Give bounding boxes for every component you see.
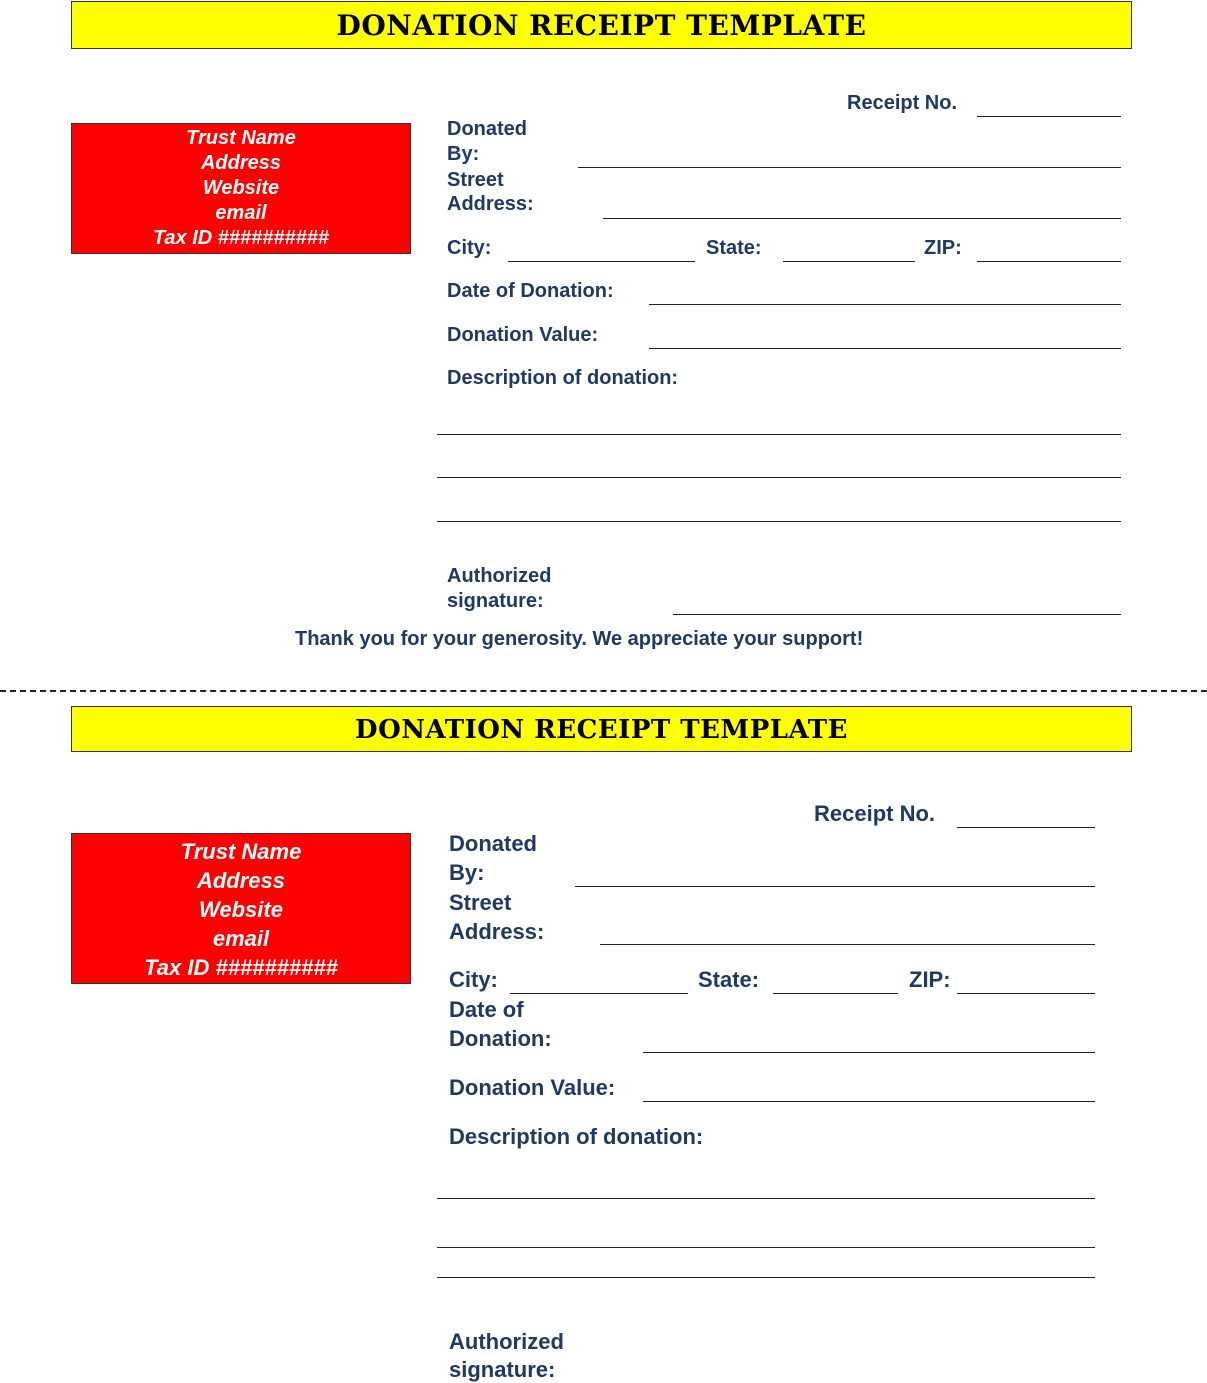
trust-email: email <box>212 926 270 951</box>
donated-label: Donated <box>447 118 527 140</box>
donation-value-label: Donation Value: <box>449 1075 616 1100</box>
cut-line-divider <box>0 690 1207 692</box>
trust-name: Trust Name <box>180 839 302 864</box>
donation-value-field[interactable] <box>643 1101 1095 1102</box>
city-field[interactable] <box>508 261 695 262</box>
state-label: State: <box>698 967 760 992</box>
donation-value-label: Donation Value: <box>447 324 599 346</box>
city-label: City: <box>447 237 492 259</box>
city-field[interactable] <box>510 993 688 994</box>
by-label: By: <box>449 860 485 885</box>
authorized-label: Authorized <box>447 565 552 587</box>
donation-value-field[interactable] <box>649 348 1121 349</box>
donated-by-field[interactable] <box>578 167 1121 168</box>
receipt-no-field[interactable] <box>977 116 1121 117</box>
description-line[interactable] <box>437 1247 1095 1248</box>
date-of-donation-label: Date of Donation: <box>447 280 614 302</box>
trust-email: email <box>215 202 267 224</box>
trust-website: Website <box>199 897 283 922</box>
date-of-donation-field[interactable] <box>649 304 1121 305</box>
description-line[interactable] <box>437 434 1121 435</box>
state-label: State: <box>706 237 762 259</box>
description-line[interactable] <box>437 521 1121 522</box>
by-label: By: <box>447 143 480 165</box>
receipt-no-field[interactable] <box>957 827 1095 828</box>
description-line[interactable] <box>437 1198 1095 1199</box>
description-label: Description of donation: <box>449 1124 704 1149</box>
city-label: City: <box>449 967 498 992</box>
state-field[interactable] <box>773 993 898 994</box>
zip-field[interactable] <box>957 993 1095 994</box>
zip-field[interactable] <box>977 261 1121 262</box>
address-label: Address: <box>447 193 534 215</box>
trust-website: Website <box>202 177 280 199</box>
address-label: Address: <box>449 919 545 944</box>
signature-field[interactable] <box>673 614 1121 615</box>
date-of-label: Date of <box>449 997 524 1022</box>
trust-name: Trust Name <box>186 127 296 149</box>
street-label: Street <box>447 169 504 191</box>
signature-label: signature: <box>447 590 544 612</box>
description-label: Description of donation: <box>447 367 679 389</box>
donation-label: Donation: <box>449 1026 552 1051</box>
street-address-field[interactable] <box>600 944 1095 945</box>
receipt-title: DONATION RECEIPT TEMPLATE <box>71 706 1132 752</box>
signature-label: signature: <box>449 1357 556 1382</box>
trust-tax-id: Tax ID ########## <box>144 955 338 980</box>
receipt-title: DONATION RECEIPT TEMPLATE <box>71 1 1132 49</box>
thank-you-message: Thank you for your generosity. We appreciate your support! <box>295 628 864 650</box>
date-of-donation-field[interactable] <box>643 1052 1095 1053</box>
receipt-no-label: Receipt No. <box>814 801 936 826</box>
street-label: Street <box>449 890 512 915</box>
trust-tax-id: Tax ID ########## <box>152 227 330 249</box>
zip-label: ZIP: <box>909 967 951 992</box>
zip-label: ZIP: <box>924 237 962 259</box>
description-line[interactable] <box>437 1277 1095 1278</box>
trust-address: Address <box>200 152 282 174</box>
trust-info-box <box>71 833 411 984</box>
trust-info-box <box>71 123 411 254</box>
state-field[interactable] <box>783 261 915 262</box>
trust-address: Address <box>196 868 286 893</box>
donated-by-field[interactable] <box>575 886 1095 887</box>
authorized-label: Authorized <box>449 1329 564 1354</box>
description-line[interactable] <box>437 477 1121 478</box>
street-address-field[interactable] <box>603 218 1121 219</box>
receipt-no-label: Receipt No. <box>847 92 958 114</box>
donated-label: Donated <box>449 831 537 856</box>
